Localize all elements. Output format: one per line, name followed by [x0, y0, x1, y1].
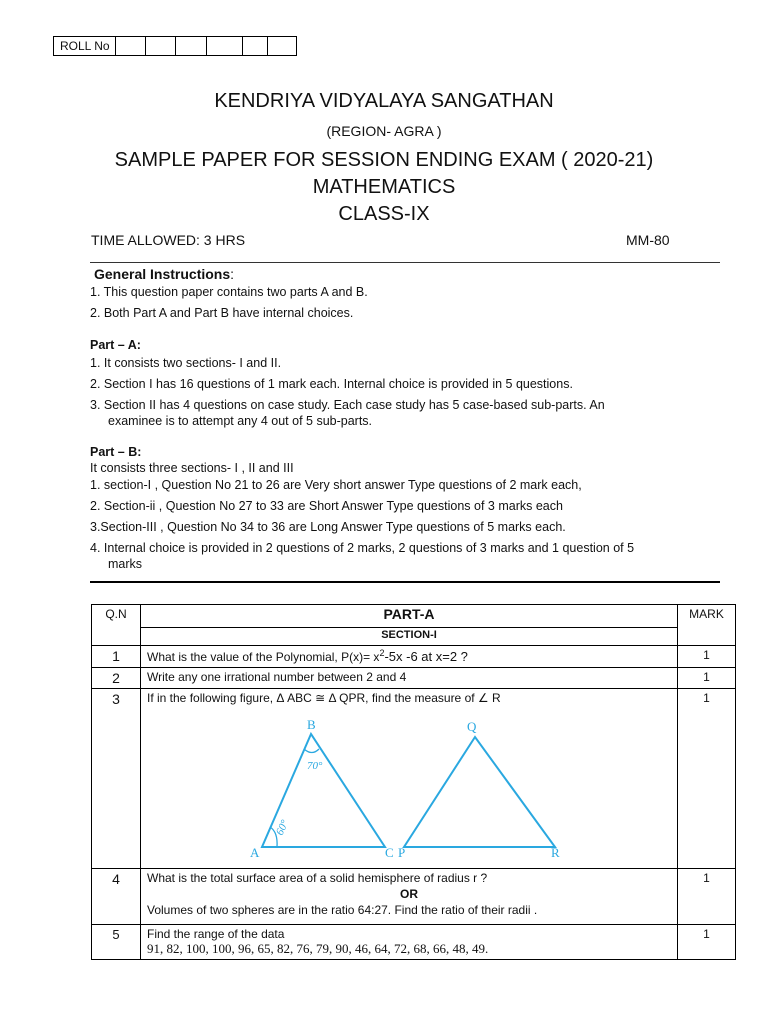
question-text: What is the total surface area of a solid hemisphere of radius r ? — [147, 871, 488, 885]
table-row — [92, 668, 736, 689]
vertex-label: B — [307, 717, 316, 732]
instruction-line: It consists three sections- I , II and III — [90, 461, 294, 475]
max-marks: MM-80 — [626, 232, 670, 248]
section-heading: SECTION-I — [141, 628, 678, 646]
table-row — [92, 925, 736, 960]
question-number: 2 — [92, 668, 141, 689]
instructions-heading: General Instructions: — [94, 266, 235, 282]
instruction-line: examinee is to attempt any 4 out of 5 sub-parts. — [108, 414, 373, 428]
part-a-heading: Part – A: — [90, 338, 141, 352]
question-mark: 1 — [678, 668, 736, 689]
question-mark: 1 — [678, 689, 736, 869]
instruction-line: 2. Both Part A and Part B have internal choices. — [90, 306, 354, 320]
vertex-label: R — [551, 845, 560, 859]
roll-cell — [243, 37, 268, 55]
question-text: Find the range of the data — [147, 927, 285, 941]
instruction-line: 3. Section II has 4 questions on case study. Each case study has 5 case-based sub-parts. An — [90, 398, 605, 412]
angle-label: 60° — [273, 818, 292, 838]
divider — [90, 262, 720, 263]
roll-cell — [116, 37, 146, 55]
vertex-label: P — [398, 845, 406, 859]
question-text: Write any one irrational number between 2 and 4 — [141, 668, 678, 689]
vertex-label: Q — [467, 719, 477, 734]
subject: MATHEMATICS — [312, 176, 456, 198]
roll-cell — [207, 37, 243, 55]
general-instructions — [90, 265, 730, 573]
table-row — [92, 869, 736, 925]
section-divider — [90, 581, 720, 583]
instruction-line: 2. Section I has 16 questions of 1 mark each. Internal choice is provided in 5 questions. — [90, 377, 573, 391]
class-name: CLASS-IX — [338, 203, 430, 225]
instruction-line: 2. Section-ii , Question No 27 to 33 are Short Answer Type questions of 3 marks each — [90, 499, 563, 513]
or-label: OR — [400, 887, 418, 901]
roll-cell — [268, 37, 296, 55]
roll-number-box — [53, 36, 297, 56]
part-heading: PART-A — [141, 605, 678, 628]
angle-label: 70° — [307, 760, 323, 772]
qn-header: Q.N — [92, 605, 141, 646]
instruction-line: 1. This question paper contains two parts A and B. — [90, 285, 368, 299]
roll-label: ROLL No — [54, 37, 116, 55]
mark-header: MARK — [678, 605, 736, 646]
question-text: If in the following figure, Δ ABC ≅ Δ QPR, find the measure of ∠ R — [147, 691, 501, 705]
part-b-heading: Part – B: — [90, 445, 142, 459]
question-mark: 1 — [678, 925, 736, 960]
question-alt-text: Volumes of two spheres are in the ratio 64:27. Find the ratio of their radii . — [147, 903, 538, 917]
question-mark: 1 — [678, 869, 736, 925]
question-text — [141, 869, 678, 925]
instruction-line: 1. section-I , Question No 21 to 26 are Very short answer Type questions of 2 mark each, — [90, 478, 582, 492]
roll-cell — [176, 37, 207, 55]
vertex-label: C — [385, 845, 394, 859]
paper-title: SAMPLE PAPER FOR SESSION ENDING EXAM ( 2020-21) — [114, 149, 654, 171]
triangle-figure — [147, 709, 672, 859]
question-text: What is the value of the Polynomial, $P(x)= x^2-5x$ -6 at x=2 ? — [141, 646, 678, 668]
table-row — [92, 646, 736, 668]
instruction-line: marks — [108, 557, 143, 571]
question-mark: 1 — [678, 646, 736, 668]
org-name: KENDRIYA VIDYALAYA SANGATHAN — [214, 90, 554, 112]
question-number: 5 — [92, 925, 141, 960]
question-text — [141, 925, 678, 960]
region: (REGION- AGRA ) — [326, 123, 442, 139]
question-table — [91, 604, 736, 960]
instruction-line: 4. Internal choice is provided in 2 questions of 2 marks, 2 questions of 3 marks and 1 question of 5 — [90, 541, 635, 555]
instruction-line: 3.Section-III , Question No 34 to 36 are Long Answer Type questions of 5 marks each. — [90, 520, 566, 534]
question-number: 1 — [92, 646, 141, 668]
triangle-qpr — [404, 737, 555, 847]
question-number: 3 — [92, 689, 141, 869]
question-number: 4 — [92, 869, 141, 925]
data-values: 91, 82, 100, 100, 96, 65, 82, 76, 79, 90, 46, 64, 72, 68, 66, 48, 49. — [147, 941, 489, 956]
time-allowed: TIME ALLOWED: 3 HRS — [91, 232, 246, 248]
table-row — [92, 689, 736, 869]
vertex-label: A — [250, 845, 260, 859]
instruction-line: 1. It consists two sections- I and II. — [90, 356, 282, 370]
angle-b-arc — [304, 749, 319, 753]
question-text — [141, 689, 678, 869]
roll-cell — [146, 37, 176, 55]
